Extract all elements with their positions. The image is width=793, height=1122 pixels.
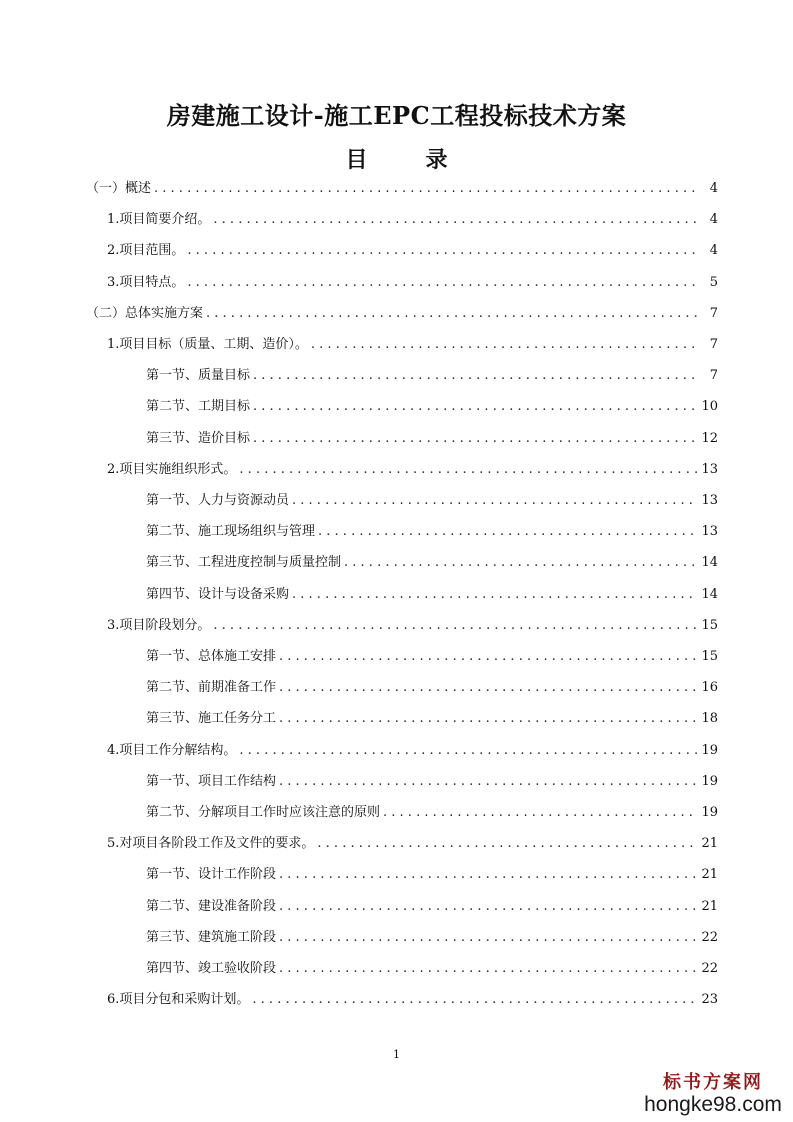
toc-entry-label: 第三节、工程进度控制与质量控制 (146, 555, 342, 571)
toc-entry-page: 13 (701, 461, 718, 477)
toc-leader-dots (239, 740, 698, 762)
toc-entry-page: 15 (701, 649, 718, 664)
toc-entry-page: 7 (709, 337, 718, 352)
toc-entry-page: 14 (701, 586, 718, 602)
toc-leader-dots (344, 552, 698, 574)
toc-entry-page: 21 (701, 867, 718, 883)
toc-entry-page: 5 (709, 274, 718, 290)
toc-entry-label: 第二节、分解项目工作时应该注意的原则 (146, 805, 381, 820)
toc-entry-label: 3.项目特点。 (107, 274, 185, 290)
toc-heading: 目 录 (345, 147, 466, 173)
toc-entry[interactable] (146, 490, 718, 512)
toc-entry-label: 第三节、施工任务分工 (146, 711, 277, 727)
toc-entry[interactable] (146, 958, 718, 980)
toc-entry-page: 14 (701, 555, 718, 571)
toc-leader-dots (279, 927, 698, 949)
toc-entry-page: 4 (709, 212, 718, 228)
watermark-url: hongke98.com (644, 1093, 782, 1116)
toc-entry[interactable] (146, 802, 718, 824)
toc-entry-label: 第一节、项目工作结构 (146, 773, 277, 789)
toc-entry[interactable] (86, 303, 718, 325)
toc-entry-label: 第二节、施工现场组织与管理 (146, 524, 316, 540)
toc-entry[interactable] (146, 584, 718, 606)
toc-entry[interactable] (146, 927, 718, 949)
toc-entry-label: 第一节、人力与资源动员 (146, 493, 290, 508)
toc-leader-dots (213, 209, 699, 231)
toc-entry-label: 6.项目分包和采购计划。 (107, 992, 250, 1008)
toc-entry-label: 第四节、竣工验收阶段 (146, 961, 277, 976)
toc-entry-label: 1.项目简要介绍。 (107, 212, 211, 228)
toc-entry-page: 16 (701, 680, 718, 696)
toc-entry[interactable] (107, 833, 718, 855)
toc-leader-dots (279, 771, 698, 793)
toc-entry[interactable] (146, 646, 718, 668)
toc-entry[interactable] (107, 740, 718, 762)
toc-leader-dots (279, 896, 698, 918)
toc-entry-label: 2.项目实施组织形式。 (107, 461, 237, 477)
toc-entry-label: 第二节、工期目标 (146, 399, 251, 415)
toc-entry[interactable] (146, 521, 718, 543)
toc-entry-page: 22 (701, 961, 718, 976)
toc-leader-dots (213, 615, 698, 637)
toc-leader-dots (154, 178, 699, 200)
toc-entry-page: 19 (701, 742, 718, 758)
toc-entry[interactable] (146, 771, 718, 793)
toc-entry-label: 第四节、设计与设备采购 (146, 586, 290, 602)
watermark-name: 标书方案网 (663, 1072, 763, 1093)
toc-leader-dots (318, 521, 698, 543)
toc-entry-label: 4.项目工作分解结构。 (107, 742, 237, 758)
toc-entry[interactable] (107, 459, 718, 481)
toc-entry-label: 第一节、总体施工安排 (146, 649, 277, 664)
toc-leader-dots (279, 864, 698, 886)
toc-leader-dots (279, 646, 698, 668)
toc-entry-label: 2.项目范围。 (107, 243, 185, 259)
toc-entry-page: 4 (709, 181, 718, 196)
toc-entry[interactable] (146, 896, 718, 918)
document-title: 房建施工设计-施工EPC工程投标技术方案 (166, 101, 627, 130)
toc-entry[interactable] (107, 209, 718, 231)
toc-entry[interactable] (146, 864, 718, 886)
toc-entry[interactable] (107, 240, 718, 262)
toc-leader-dots (279, 958, 698, 980)
toc-entry-page: 15 (701, 617, 718, 633)
toc-entry-page: 21 (701, 898, 718, 914)
toc-entry-label: （一）概述 (86, 181, 152, 196)
toc-entry[interactable] (146, 396, 718, 418)
toc-leader-dots (187, 272, 699, 294)
toc-entry-label: 第三节、建筑施工阶段 (146, 929, 277, 945)
toc-leader-dots (253, 428, 698, 450)
toc-entry[interactable] (107, 989, 718, 1011)
toc-entry[interactable] (146, 708, 718, 730)
toc-entry-page: 22 (701, 929, 718, 945)
toc-entry[interactable] (86, 178, 718, 200)
toc-entry-label: 5.对项目各阶段工作及文件的要求。 (107, 836, 315, 852)
toc-entry[interactable] (146, 428, 718, 450)
toc-leader-dots (252, 989, 698, 1011)
toc-entry-label: （二）总体实施方案 (86, 305, 204, 321)
page-number: 1 (393, 1048, 400, 1061)
toc-entry-page: 23 (701, 992, 718, 1008)
toc-leader-dots (206, 303, 699, 325)
toc-entry-page: 19 (701, 773, 718, 789)
toc-leader-dots (292, 584, 698, 606)
toc-leader-dots (279, 708, 698, 730)
toc-leader-dots (279, 677, 698, 699)
toc-entry-label: 3.项目阶段划分。 (107, 617, 211, 633)
toc-entry-label: 第一节、质量目标 (146, 368, 251, 384)
toc-entry[interactable] (146, 677, 718, 699)
toc-entry-label: 第二节、建设准备阶段 (146, 898, 277, 914)
toc-entry-page: 4 (709, 243, 718, 259)
toc-entry[interactable] (146, 552, 718, 574)
toc-entry-label: 第一节、设计工作阶段 (146, 867, 277, 883)
toc-entry-page: 10 (701, 399, 718, 415)
toc-leader-dots (317, 833, 698, 855)
toc-entry-label: 1.项目目标（质量、工期、造价）。 (107, 337, 308, 352)
toc-entry[interactable] (107, 615, 718, 637)
watermark-logo (643, 1068, 783, 1116)
toc-leader-dots (239, 459, 698, 481)
toc-entry[interactable] (146, 365, 718, 387)
toc-entry-page: 13 (701, 524, 718, 540)
toc-entry-page: 13 (701, 493, 718, 508)
toc-entry-page: 7 (709, 305, 718, 321)
toc-leader-dots (311, 334, 699, 356)
toc-entry-page: 18 (701, 711, 718, 727)
toc-entry-label: 第二节、前期准备工作 (146, 680, 277, 696)
toc-leader-dots (253, 396, 698, 418)
toc-leader-dots (187, 240, 699, 262)
toc-entry-page: 19 (701, 805, 718, 820)
toc-entry-page: 7 (709, 368, 718, 384)
toc-entry-label: 第三节、造价目标 (146, 430, 251, 446)
toc-leader-dots (383, 802, 698, 824)
toc-leader-dots (292, 490, 698, 512)
toc-entry-page: 12 (701, 430, 718, 446)
toc-entry[interactable] (107, 334, 718, 356)
toc-entry-page: 21 (701, 836, 718, 852)
toc-leader-dots (253, 365, 699, 387)
toc-entry[interactable] (107, 272, 718, 294)
